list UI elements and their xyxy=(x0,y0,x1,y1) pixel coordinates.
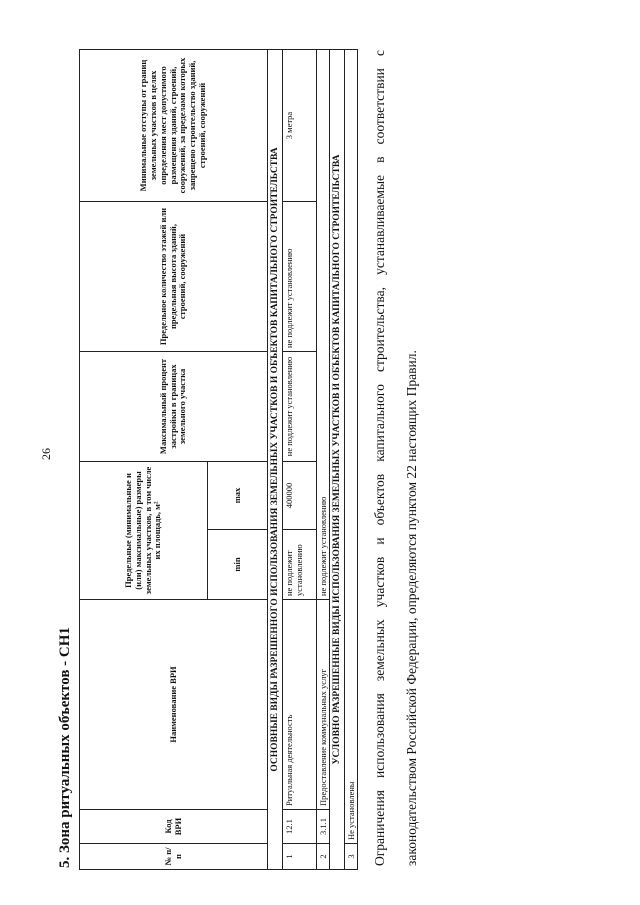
section-conditional-row xyxy=(330,50,345,870)
section-conditional: УСЛОВНО РАЗРЕШЕННЫЕ ВИДЫ ИСПОЛЬЗОВАНИЯ ЗЕМЕЛЬНЫХ УЧАСТКОВ И ОБЪЕКТОВ КАПИТАЛЬНОГО СТРОИТЕЛЬСТВА xyxy=(330,50,345,870)
row-max: 400000 xyxy=(283,462,317,530)
row-span-value: не подлежит установлению xyxy=(317,50,330,600)
row-min: не подлежит установлению xyxy=(283,530,317,600)
row-name: Ритуальная деятельность xyxy=(283,600,317,810)
header-max: max xyxy=(208,462,268,530)
page-number: 26 xyxy=(39,448,53,460)
row-name: Предоставление коммунальных услуг xyxy=(317,600,330,810)
header-floors: Предельное количество этажей или предельная высота зданий, строений, сооружений xyxy=(80,202,268,352)
row-setback: 3 метра xyxy=(283,50,317,202)
row-code: 12.1 xyxy=(283,810,317,844)
row-num: 3 xyxy=(345,844,358,870)
row-num: 1 xyxy=(283,844,317,870)
header-min: min xyxy=(208,530,268,600)
row-floors: не подлежит установлению xyxy=(283,202,317,352)
header-row xyxy=(80,50,208,870)
table-row xyxy=(317,50,330,870)
section-main-row xyxy=(268,50,283,870)
header-name: Наименование ВРИ xyxy=(80,600,268,810)
header-num: № п/п xyxy=(80,844,268,870)
row-num: 2 xyxy=(317,844,330,870)
header-size-group: Предельные (минимальные и (или) максимальные) размеры земельных участков, в том числе их площадь, м² xyxy=(80,462,208,600)
header-setback: Минимальные отступы от границ земельных участков в целях определения мест допустимого размещения зданий, строений, сооружений, за пределами которых запрещено строительство зданий, строений, сооружений xyxy=(80,50,268,202)
row-percent: не подлежит установлению xyxy=(283,352,317,462)
zone-title: 5. Зона ритуальных объектов - СН1 xyxy=(57,627,73,868)
section-main: ОСНОВНЫЕ ВИДЫ РАЗРЕШЕННОГО ИСПОЛЬЗОВАНИЯ ЗЕМЕЛЬНЫХ УЧАСТКОВ И ОБЪЕКТОВ КАПИТАЛЬНОГО СТРОИТЕЛЬСТВА xyxy=(268,50,283,870)
row-text: Не установлены xyxy=(345,50,358,844)
header-percent: Максимальный процент застройки в границах земельного участка xyxy=(80,352,268,462)
table-row xyxy=(345,50,358,870)
rotated-content xyxy=(55,50,419,870)
restrictions-note: Ограничения использования земельных участков и объектов капитального строительства, устанавливаемые в соответствии с законодательством Российской Федерации, определяются пунктом 22 настоящих Правил. xyxy=(372,50,419,866)
table-row xyxy=(283,50,317,870)
header-code: Код ВРИ xyxy=(80,810,268,844)
row-code: 3.1.1 xyxy=(317,810,330,844)
zone-table xyxy=(79,49,358,870)
